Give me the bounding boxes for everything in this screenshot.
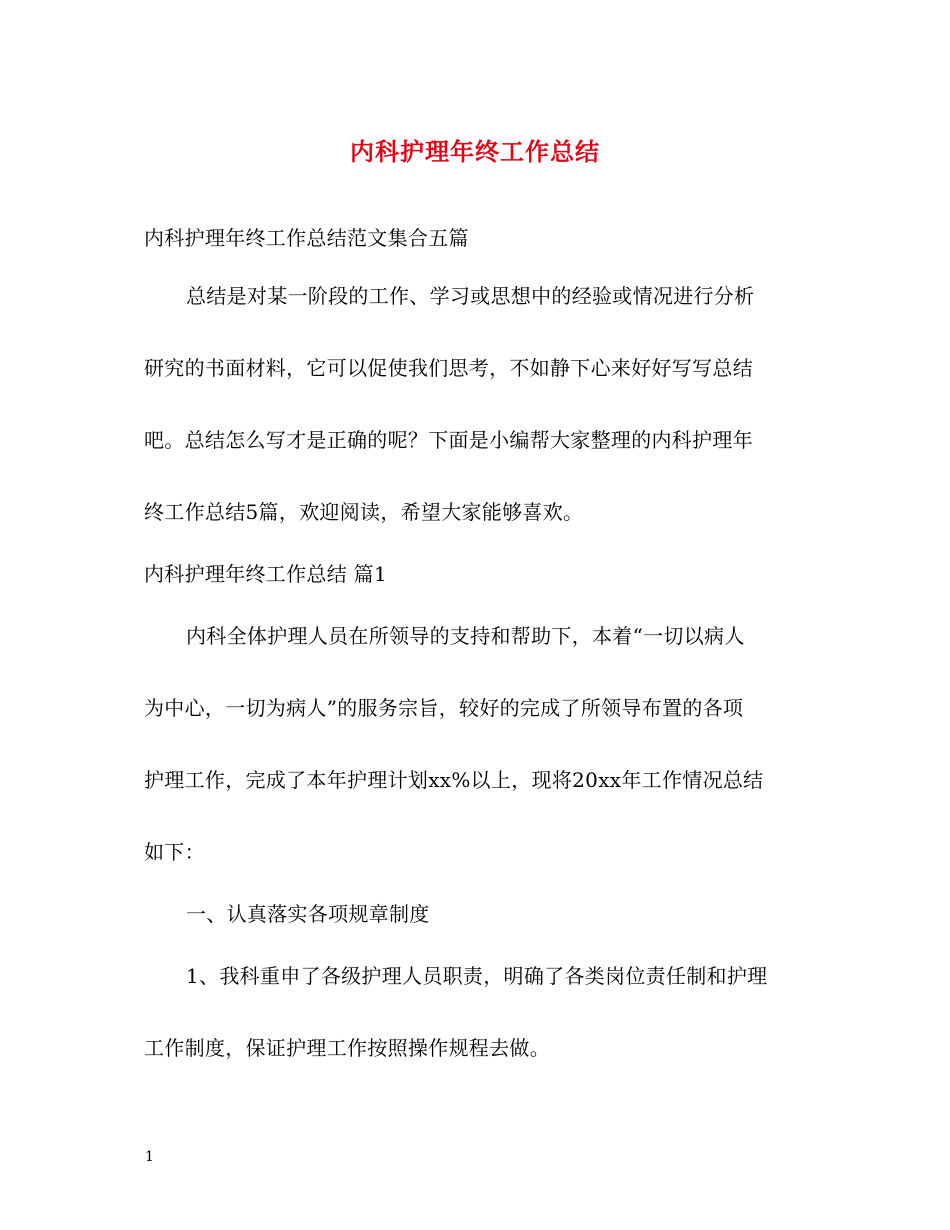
- page-number: 1: [145, 1149, 154, 1165]
- paragraph-line: 终工作总结5篇，欢迎阅读，希望大家能够喜欢。: [144, 500, 584, 524]
- paragraph-line: 内科全体护理人员在所领导的支持和帮助下，本着“一切以病人: [186, 624, 745, 648]
- paragraph-line: 总结是对某一阶段的工作、学习或思想中的经验或情况进行分析: [186, 284, 755, 308]
- paragraph-line: 研究的书面材料，它可以促使我们思考，不如静下心来好好写写总结: [144, 356, 753, 380]
- paragraph-line: 如下：: [144, 840, 205, 864]
- paragraph-line: 为中心，一切为病人”的服务宗旨，较好的完成了所领导布置的各项: [144, 696, 744, 720]
- paragraph-line: 护理工作，完成了本年护理计划xx%以上，现将20xx年工作情况总结: [144, 768, 764, 792]
- paragraph-line: 工作制度，保证护理工作按照操作规程去做。: [144, 1036, 550, 1060]
- document-subtitle: 内科护理年终工作总结范文集合五篇: [144, 226, 469, 250]
- subsection-heading: 一、认真落实各项规章制度: [186, 902, 430, 926]
- paragraph-line: 1、我科重申了各级护理人员职责，明确了各类岗位责任制和护理: [186, 964, 768, 988]
- document-title: 内科护理年终工作总结: [350, 137, 600, 166]
- section-heading: 内科护理年终工作总结 篇1: [144, 562, 387, 586]
- paragraph-line: 吧。总结怎么写才是正确的呢？下面是小编帮大家整理的内科护理年: [144, 428, 753, 452]
